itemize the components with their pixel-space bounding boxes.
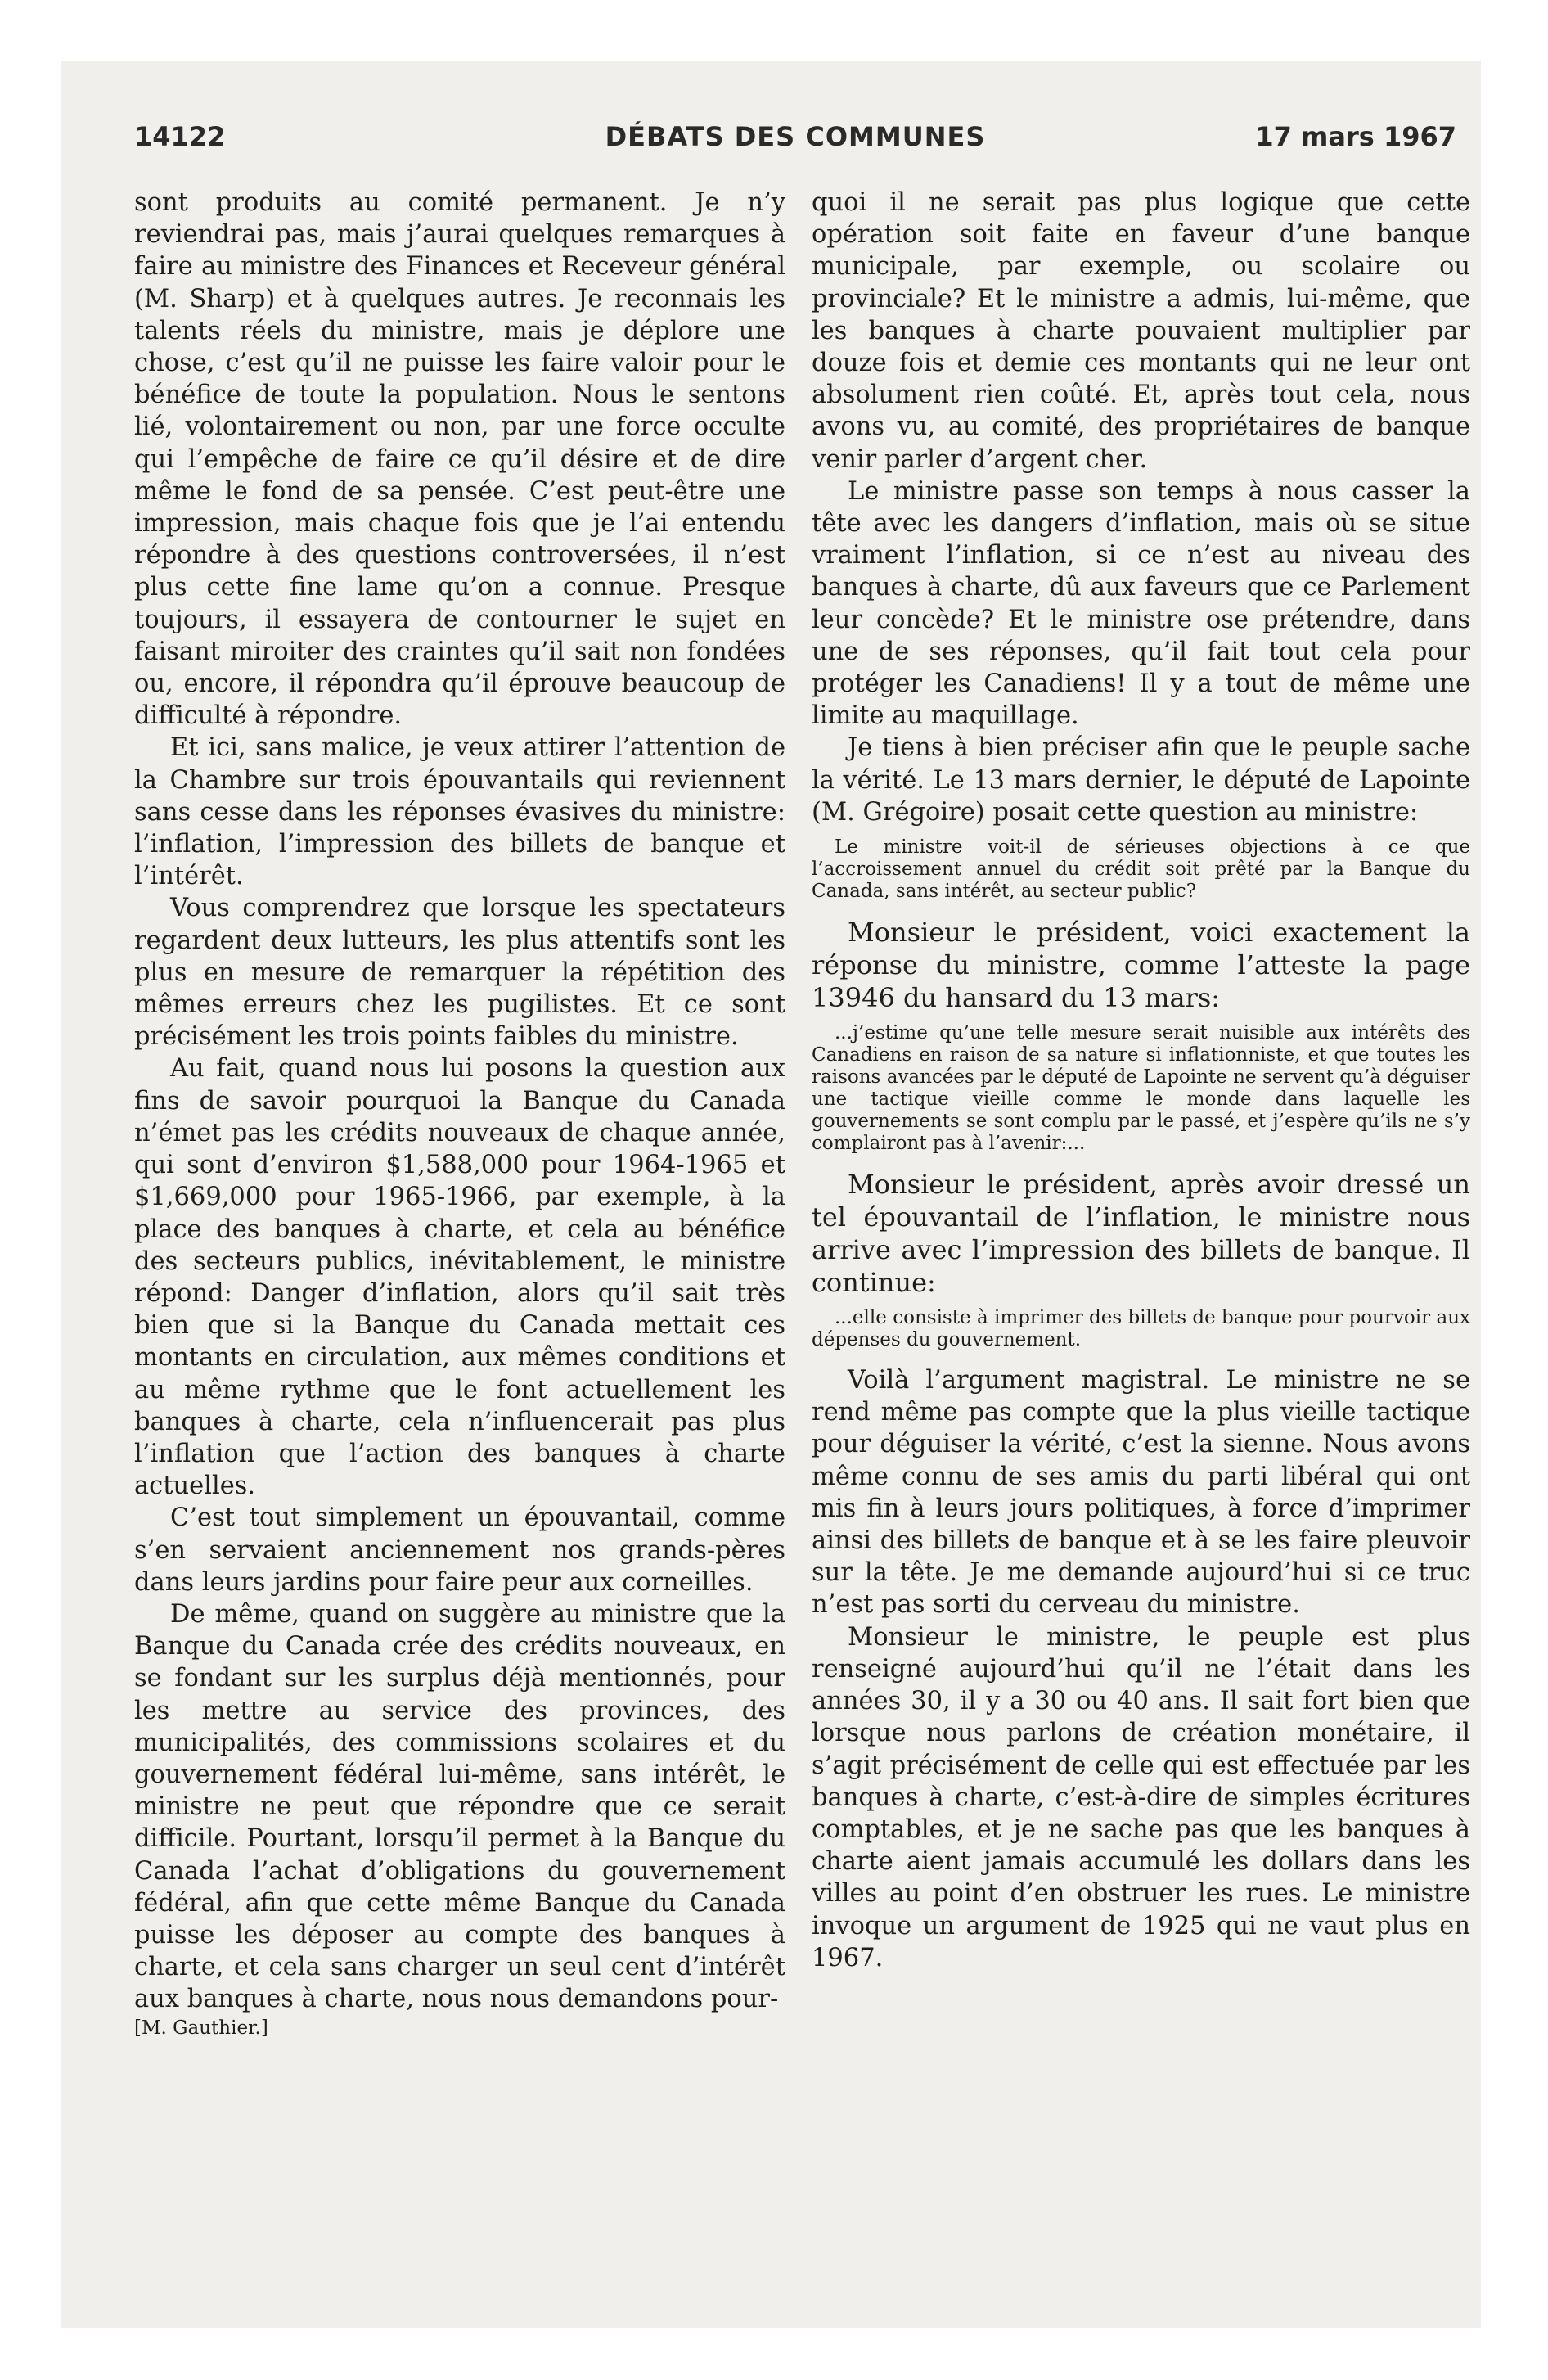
paragraph: Voilà l’argument magistral. Le ministre ne se rend même pas compte que la plus vieille tactique pour déguiser la vérité, c’est la sienne. Nous avons même connu de ses amis du parti libéral qui ont mis fin à leurs jours politiques, à force d’imprimer ainsi des billets de banque et à se les faire pleuvoir sur la tête. Je me demande aujourd’hui si ce truc n’est pas sorti du cerveau du ministre. [812,1366,1470,1620]
paragraph: Vous comprendrez que lorsque les spectateurs regardent deux lutteurs, les plus attentifs sont les plus en mesure de remarquer la répétition des mêmes erreurs chez les pugilistes. Et ce sont précisément les trois points faibles du ministre. [134,894,785,1052]
block-quote: ...j’estime qu’une telle mesure serait nuisible aux intérêts des Canadiens en raison de sa nature si inflationniste, et que toutes les raisons avancées par le député de Lapointe ne servent qu’à déguiser une tactique vieille comme le monde dans laquelle les gouvernements se sont complu par le passé, et j’espère qu’ils ne s’y complairont pas à l’avenir:... [812,1022,1470,1155]
paragraph: C’est tout simplement un épouvantail, comme s’en servaient anciennement nos grands-pères dans leurs jardins pour faire peur aux corneilles. [134,1503,785,1597]
paragraph: Monsieur le président, après avoir dressé un tel épouvantail de l’inflation, le ministre nous arrive avec l’impression des billets de banque. Il continue: [812,1169,1470,1299]
publication-title: DÉBATS DES COMMUNES [605,121,986,152]
paragraph: Monsieur le président, voici exactement la réponse du ministre, comme l’atteste la page 13946 du hansard du 13 mars: [812,917,1470,1014]
paragraph: Je tiens à bien préciser afin que le peuple sache la vérité. Le 13 mars dernier, le député de Lapointe (M. Grégoire) posait cette question au ministre: [812,733,1470,827]
publication-date: 17 mars 1967 [1255,121,1456,152]
paragraph: sont produits au comité permanent. Je n’y reviendrai pas, mais j’aurai quelques remarques à faire au ministre des Finances et Receveur général (M. Sharp) et à quelques autres. Je reconnais les talents réels du ministre, mais je déplore une chose, c’est qu’il ne puisse les faire valoir pour le bénéfice de toute la population. Nous le sentons lié, volontairement ou non, par une force occulte qui l’empêche de faire ce qu’il désire et de dire même le fond de sa pensée. C’est peut-être une impression, mais chaque fois que je l’ai entendu répondre à des questions controversées, il n’est plus cette fine lame qu’on a connue. Presque toujours, il essayera de contourner le sujet en faisant miroiter des craintes qu’il sait non fondées ou, encore, il répondra qu’il éprouve beaucoup de difficulté à répondre. [134,188,785,731]
left-column [134,187,785,2040]
block-quote: ...elle consiste à imprimer des billets de banque pour pourvoir aux dépenses du gouvernement. [812,1307,1470,1351]
paragraph: Au fait, quand nous lui posons la question aux fins de savoir pourquoi la Banque du Canada n’émet pas les crédits nouveaux de chaque année, qui sont d’environ $1,588,000 pour 1964-1965 et $1,669,000 pour 1965-1966, par exemple, à la place des banques à charte, et cela au bénéfice des secteurs publics, inévitablement, le ministre répond: Danger d’inflation, alors qu’il sait très bien que si la Banque du Canada mettait ces montants en circulation, aux mêmes conditions et au même rythme que le font actuellement les banques à charte, cela n’influencerait pas plus l’inflation que l’action des banques à charte actuelles. [134,1054,785,1501]
page-header [134,121,1456,159]
block-quote: Le ministre voit-il de sérieuses objections à ce que l’accroissement annuel du crédit soit prêté par la Banque du Canada, sans intérêt, au secteur public? [812,836,1470,903]
paragraph: Monsieur le ministre, le peuple est plus renseigné aujourd’hui qu’il ne l’était dans les années 30, il y a 30 ou 40 ans. Il sait fort bien que lorsque nous parlons de création monétaire, il s’agit précisément de celle qui est effectuée par les banques à charte, c’est-à-dire de simples écritures comptables, et je ne sache pas que les banques à charte aient jamais accumulé les dollars dans les villes au point d’en obstruer les rues. Le ministre invoque un argument de 1925 qui ne vaut plus en 1967. [812,1622,1470,1972]
speaker-attribution: [M. Gauthier.] [134,2017,268,2039]
paragraph: Et ici, sans malice, je veux attirer l’attention de la Chambre sur trois épouvantails qui reviennent sans cesse dans les réponses évasives du ministre: l’inflation, l’impression des billets de banque et l’intérêt. [134,733,785,891]
paragraph: De même, quand on suggère au ministre que la Banque du Canada crée des crédits nouveaux, en se fondant sur les surplus déjà mentionnés, pour les mettre au service des provinces, des municipalités, des commissions scolaires et du gouvernement fédéral lui-même, sans intérêt, le ministre ne peut que répondre que ce serait difficile. Pourtant, lorsqu’il permet à la Banque du Canada l’achat d’obligations du gouvernement fédéral, afin que cette même Banque du Canada puisse les déposer au compte des banques à charte, et cela sans charger un seul cent d’intérêt aux banques à charte, nous nous demandons pour- [134,1599,785,2014]
paragraph: Le ministre passe son temps à nous casser la tête avec les dangers d’inflation, mais où se situe vraiment l’inflation, si ce n’est au niveau des banques à charte, dû aux faveurs que ce Parlement leur concède? Et le ministre ose prétendre, dans une de ses réponses, qu’il fait tout cela pour protéger les Canadiens! Il y a tout de même une limite au maquillage. [812,476,1470,731]
page-number: 14122 [134,121,226,152]
paragraph: quoi il ne serait pas plus logique que cette opération soit faite en faveur d’une banque municipale, par exemple, ou scolaire ou provinciale? Et le ministre a admis, lui-même, que les banques à charte pouvaient multiplier par douze fois et demie ces montants qui ne leur ont absolument rien coûté. Et, après tout cela, nous avons vu, au comité, des propriétaires de banque venir parler d’argent cher. [812,188,1470,474]
right-column [812,187,1470,1974]
